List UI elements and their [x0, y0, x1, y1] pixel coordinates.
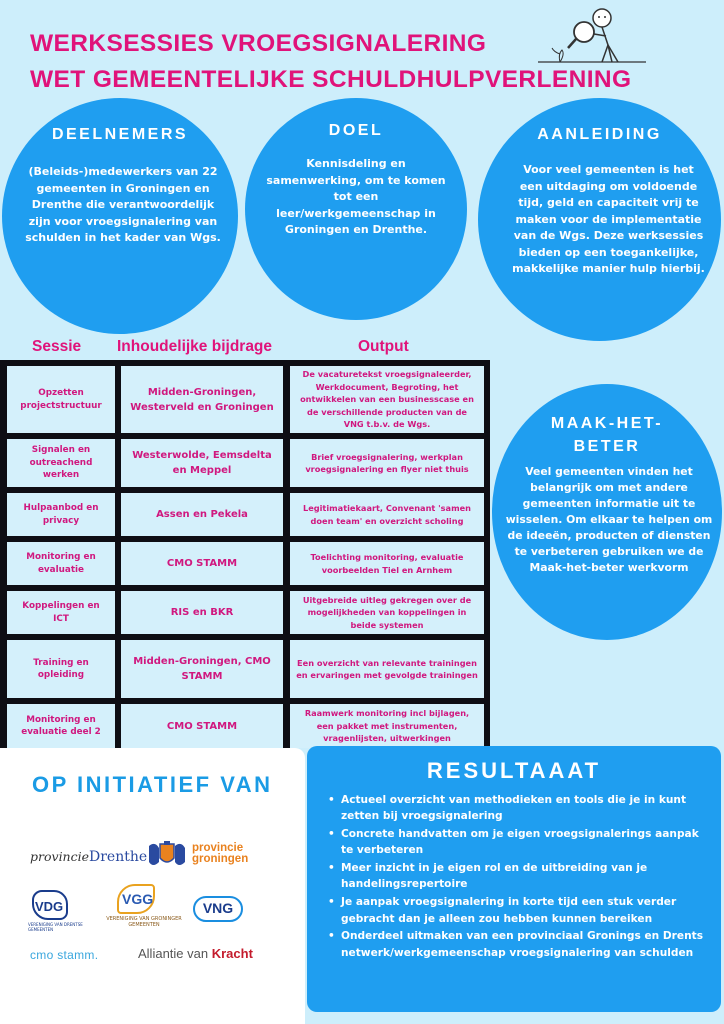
vdg-name: VDG	[35, 899, 64, 914]
table-cell-sessie: Training en opleiding	[7, 640, 115, 698]
resultaat-heading: RESULTAAAT	[426, 758, 602, 783]
aanleiding-circle	[478, 98, 721, 341]
table-cell-bijdrage: CMO STAMM	[121, 542, 283, 585]
title-line-1: WERKSESSIES VROEGSIGNALERING	[30, 30, 487, 57]
provincie-groningen-logo	[145, 840, 255, 870]
deelnemers-text: (Beleids-)medewerkers van 22 gemeenten in Groningen en Drenthe die verantwoordelijk zijn voor vroegsignalering van schulden in het kader van Wgs.	[25, 165, 221, 244]
column-header-sessie: Sessie	[32, 338, 82, 355]
table-cell-sessie: Signalen en outreachend werken	[7, 439, 115, 487]
table-cell-bijdrage: CMO STAMM	[121, 704, 283, 748]
table-cell-output: De vacaturetekst vroegsignaleerder, Werkdocument, Begroting, het ontwikkelen van een businesscase en de verschillende producten van de VNG t.b.v. de Wgs.	[290, 366, 484, 433]
resultaat-list	[327, 792, 713, 962]
groningen-line-2: groningen	[192, 853, 249, 865]
maak-het-beter-circle	[492, 384, 722, 640]
vgg-subtitle: VERENIGING VAN GRONINGER GEMEENTEN	[106, 916, 182, 928]
magnifier-person-illustration-icon	[536, 4, 648, 66]
aanleiding-heading: AANLEIDING	[537, 126, 662, 143]
sessions-table	[0, 360, 490, 748]
cmo-stamm-name: cmo stamm.	[30, 948, 99, 962]
maak-het-beter-heading: MAAK-HET-BETER	[550, 415, 664, 455]
vgg-logo	[100, 884, 188, 932]
maak-het-beter-text: Veel gemeenten vinden het belangrijk om met andere gemeenten informatie uit te wisselen. Om elkaar te helpen om de ideeën, producten of diensten te verbeteren gebruiken we de Maak-het-beter werkvorm	[505, 465, 713, 574]
aanleiding-text: Voor veel gemeenten is het een uitdaging om voldoende tijd, geld en capaciteit vrij te maken voor de implementatie van de Wgs. Deze werksessies bieden op een toegankelijke, makkelijke manier hulp hierbij.	[512, 163, 705, 275]
table-cell-output: Uitgebreide uitleg gekregen over de mogelijkheden van koppelingen in beide systemen	[290, 591, 484, 634]
deelnemers-circle	[2, 98, 238, 334]
groningen-crest-icon	[145, 840, 189, 870]
vng-name: VNG	[202, 900, 234, 916]
table-cell-bijdrage: Midden-Groningen, Westerveld en Groningen	[121, 366, 283, 433]
vgg-name: VGG	[122, 891, 154, 907]
alliantie-prefix: Alliantie van	[138, 946, 209, 961]
table-cell-output: Raamwerk monitoring incl bijlagen, een pakket met instrumenten, vragenlijsten, uitwerkingen	[290, 704, 484, 748]
table-cell-output: Een overzicht van relevante trainingen en ervaringen met gevolgde trainingen	[290, 640, 484, 698]
doel-heading: DOEL	[328, 122, 384, 139]
table-cell-output: Brief vroegsignalering, werkplan vroegsignalering en flyer niet thuis	[290, 439, 484, 487]
drenthe-name: Drenthe	[89, 849, 148, 865]
resultaat-item: • Actueel overzicht van methodieken en tools die je in kunt zetten bij vroegsignalering	[327, 792, 713, 825]
table-cell-bijdrage: Midden-Groningen, CMO STAMM	[121, 640, 283, 698]
vdg-logo	[28, 890, 94, 934]
table-header-row	[0, 338, 490, 360]
column-header-output: Output	[358, 338, 409, 355]
resultaat-panel	[307, 746, 721, 1012]
initiatief-panel	[0, 748, 305, 1024]
title-line-2: WET GEMEENTELIJKE SCHULDHULPVERLENING	[30, 66, 632, 93]
resultaat-item: • Concrete handvatten om je eigen vroegsignalerings aanpak te verbeteren	[327, 826, 713, 859]
alliantie-van-kracht-logo	[138, 946, 253, 961]
deelnemers-heading: DEELNEMERS	[51, 126, 189, 143]
vng-logo	[193, 896, 243, 922]
table-cell-bijdrage: Assen en Pekela	[121, 493, 283, 536]
table-cell-sessie: Monitoring en evaluatie deel 2	[7, 704, 115, 748]
table-cell-sessie: Opzetten projectstructuur	[7, 366, 115, 433]
table-cell-sessie: Hulpaanbod en privacy	[7, 493, 115, 536]
table-cell-bijdrage: Westerwolde, Eemsdelta en Meppel	[121, 439, 283, 487]
table-cell-output: Toelichting monitoring, evaluatie voorbeelden Tiel en Arnhem	[290, 542, 484, 585]
table-cell-output: Legitimatiekaart, Convenant 'samen doen team' en overzicht scholing	[290, 493, 484, 536]
alliantie-name: Kracht	[211, 946, 253, 961]
resultaat-item: • Je aanpak vroegsignalering in korte tijd een stuk verder gebracht dan je alleen zou hebben kunnen bereiken	[327, 894, 713, 927]
provincie-drenthe-logo	[30, 849, 147, 865]
column-header-bijdrage: Inhoudelijke bijdrage	[117, 338, 273, 355]
table-cell-sessie: Koppelingen en ICT	[7, 591, 115, 634]
vdg-subtitle: VERENIGING VAN DRENTSE GEMEENTEN	[28, 922, 83, 932]
doel-text: Kennisdeling en samenwerking, om te komen tot een leer/werkgemeenschap in Groningen en Drenthe.	[266, 157, 446, 236]
doel-circle	[245, 98, 467, 320]
groningen-line-1: provincie	[192, 842, 244, 854]
initiatief-heading: OP INITIATIEF VAN	[32, 772, 273, 797]
cmo-stamm-logo	[30, 948, 98, 962]
resultaat-item: • Onderdeel uitmaken van een provinciaal Gronings en Drents netwerk/werkgemeenschap vroegsignalering van schulden	[327, 928, 713, 961]
drenthe-prefix: provincie	[30, 849, 90, 864]
resultaat-item: • Meer inzicht in je eigen rol en de uitbreiding van je handelingsrepertoire	[327, 860, 713, 893]
table-cell-bijdrage: RIS en BKR	[121, 591, 283, 634]
table-cell-sessie: Monitoring en evaluatie	[7, 542, 115, 585]
